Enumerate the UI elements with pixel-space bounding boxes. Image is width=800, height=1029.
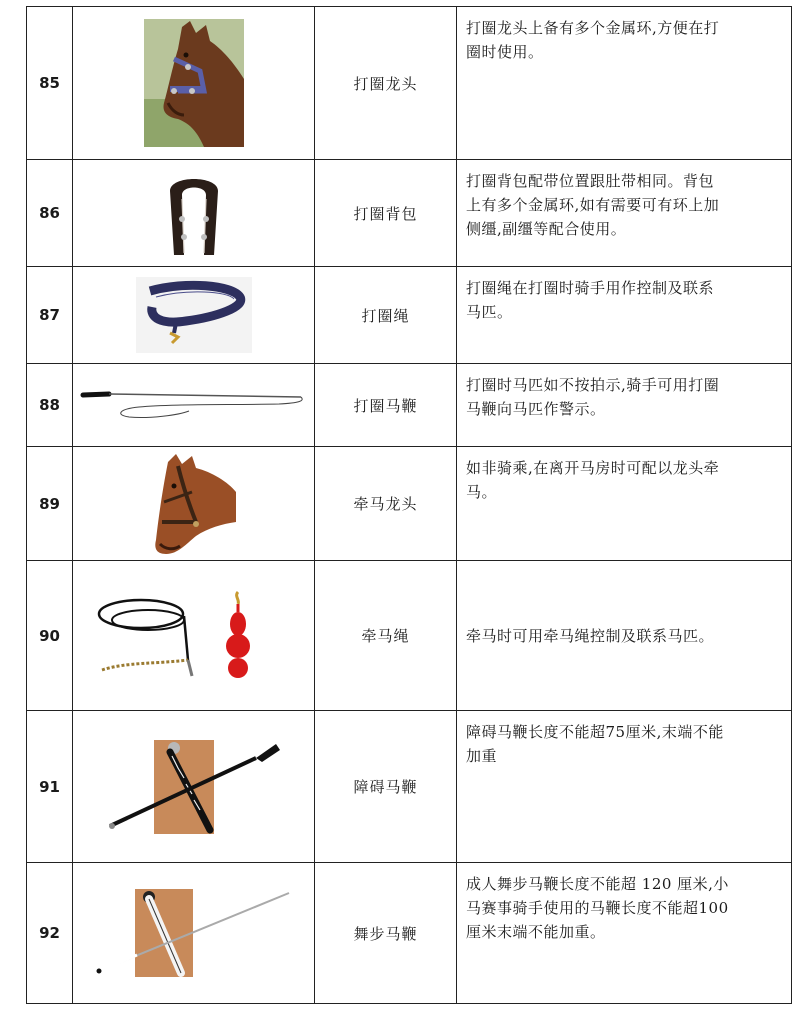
item-image-cell xyxy=(73,863,315,1004)
item-image-cell xyxy=(73,267,315,364)
table-row xyxy=(27,7,792,160)
item-image-cell xyxy=(73,160,315,267)
table-row xyxy=(27,267,792,364)
item-name: 牵马绳 xyxy=(315,561,457,711)
lunge-line-photo xyxy=(136,277,252,353)
lunging-cavesson-photo xyxy=(144,19,244,147)
item-image-cell xyxy=(73,364,315,447)
item-number: 90 xyxy=(27,561,73,711)
item-image-cell xyxy=(73,447,315,561)
item-image-cell xyxy=(73,561,315,711)
item-number: 89 xyxy=(27,447,73,561)
item-name: 打圈马鞭 xyxy=(315,364,457,447)
item-name: 打圈绳 xyxy=(315,267,457,364)
leading-headcollar-photo xyxy=(152,452,236,556)
item-description: 障碍马鞭长度不能超75厘米,末端不能 加重 xyxy=(457,711,792,863)
table-row xyxy=(27,561,792,711)
item-image-cell xyxy=(73,7,315,160)
jumping-whip-photo xyxy=(106,738,282,836)
item-name: 打圈龙头 xyxy=(315,7,457,160)
equipment-table xyxy=(26,6,792,1004)
item-number: 92 xyxy=(27,863,73,1004)
table-row xyxy=(27,863,792,1004)
dressage-whip-photo xyxy=(93,887,295,979)
table-row xyxy=(27,160,792,267)
lead-rope-photo xyxy=(96,586,292,686)
item-image-cell xyxy=(73,711,315,863)
item-name: 舞步马鞭 xyxy=(315,863,457,1004)
item-name: 打圈背包 xyxy=(315,160,457,267)
table-row xyxy=(27,447,792,561)
item-description: 牵马时可用牵马绳控制及联系马匹。 xyxy=(457,561,792,711)
item-number: 86 xyxy=(27,160,73,267)
item-description: 打圈龙头上备有多个金属环,方便在打 圈时使用。 xyxy=(457,7,792,160)
item-number: 85 xyxy=(27,7,73,160)
lunging-roller-photo xyxy=(164,169,224,257)
item-description: 成人舞步马鞭长度不能超 120 厘米,小 马赛事骑手使用的马鞭长度不能超100 厘米末端不能加重。 xyxy=(457,863,792,1004)
item-description: 打圈背包配带位置跟肚带相同。背包 上有多个金属环,如有需要可有环上加 侧缰,副缰等配合使用。 xyxy=(457,160,792,267)
item-name: 牵马龙头 xyxy=(315,447,457,561)
lunging-whip-photo xyxy=(79,385,309,425)
item-number: 88 xyxy=(27,364,73,447)
item-number: 91 xyxy=(27,711,73,863)
item-name: 障碍马鞭 xyxy=(315,711,457,863)
item-description: 如非骑乘,在离开马房时可配以龙头牵 马。 xyxy=(457,447,792,561)
item-description: 打圈时马匹如不按拍示,骑手可用打圈 马鞭向马匹作警示。 xyxy=(457,364,792,447)
table-row xyxy=(27,364,792,447)
item-number: 87 xyxy=(27,267,73,364)
table-row xyxy=(27,711,792,863)
item-description: 打圈绳在打圈时骑手用作控制及联系 马匹。 xyxy=(457,267,792,364)
